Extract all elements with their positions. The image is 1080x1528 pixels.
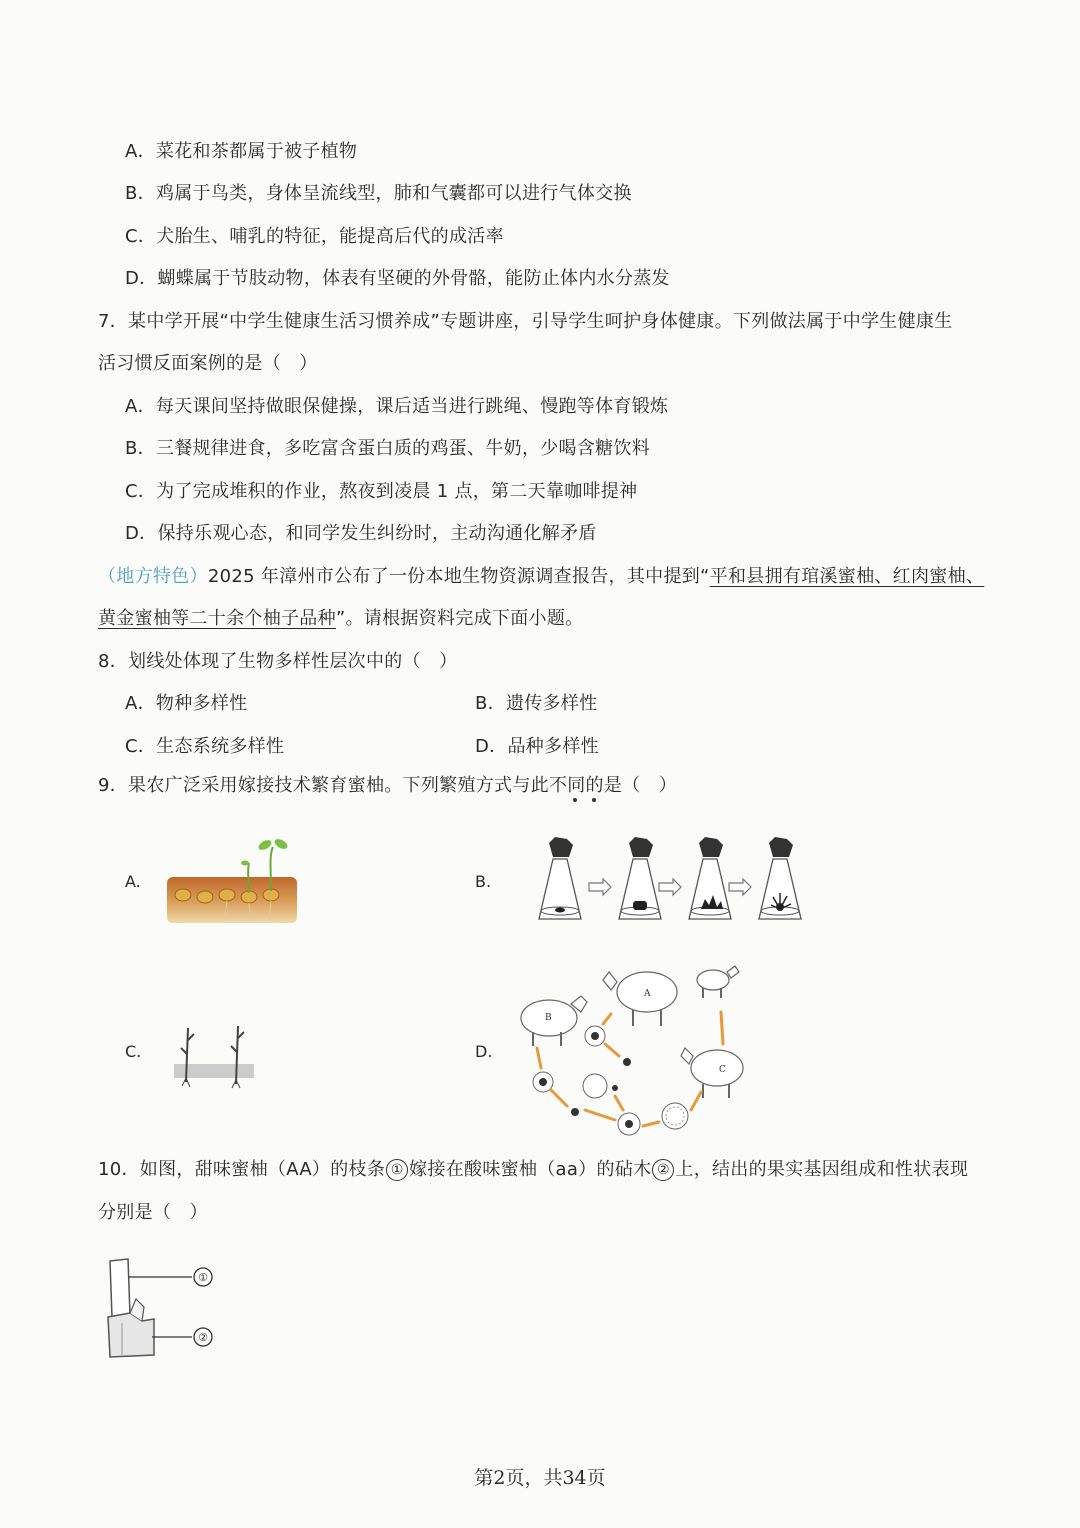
q6-option-d: D．蝴蝶属于节肢动物，体表有坚硬的外骨骼，能防止体内水分蒸发 (125, 268, 670, 289)
page-footer: 第2页，共34页 (474, 1467, 606, 1489)
sheep-label-c: C (719, 1065, 726, 1075)
sheep-label-a: A (644, 989, 651, 999)
q10-stem-c: 上，结出的果实基因组成和性状表现 (675, 1159, 969, 1180)
q6-option-b: B．鸡属于鸟类，身体呈流线型，肺和气囊都可以进行气体交换 (125, 183, 632, 204)
q10-stem-a: 10．如图，甜味蜜柚（AA）的枝条 (98, 1159, 386, 1180)
q8-option-b: B．遗传多样性 (475, 693, 598, 714)
material-underlined-1: 平和县拥有琯溪蜜柚、红肉蜜柚、 (709, 566, 985, 587)
grafting-figure (100, 1255, 230, 1365)
q7-stem-line1: 7．某中学开展“中学生健康生活习惯养成”专题讲座，引导学生呵护身体健康。下列做法属于中学生健康生 (98, 311, 953, 332)
q7-stem-line2: 活习惯反面案例的是（ ） (98, 353, 318, 374)
material-line1 (98, 565, 984, 589)
emphasis-dot (592, 798, 596, 802)
q6-option-a: A．菜花和茶都属于被子植物 (125, 141, 358, 162)
q8-option-c: C．生态系统多样性 (125, 736, 285, 757)
material-line2 (98, 607, 583, 631)
material-tag: （地方特色） (98, 566, 208, 587)
cutting-figure (170, 1020, 260, 1090)
q8-option-d: D．品种多样性 (475, 736, 599, 757)
emphasis-dot (573, 798, 577, 802)
fig-label-1: ① (198, 1271, 208, 1284)
q7-option-a: A．每天课间坚持做眼保健操，课后适当进行跳绳、慢跑等体育锻炼 (125, 396, 669, 417)
cloning-sheep-figure (515, 960, 765, 1140)
q7-option-b: B．三餐规律进食，多吃富含蛋白质的鸡蛋、牛奶，少喝含糖饮料 (125, 438, 651, 459)
q9-label-a: A. (125, 872, 141, 891)
q10-mark-2: ② (652, 1159, 674, 1181)
q8-option-a: A．物种多样性 (125, 693, 248, 714)
q6-option-c: C．犬胎生、哺乳的特征，能提高后代的成活率 (125, 226, 504, 247)
q10-mark-1: ① (386, 1159, 408, 1181)
q9-label-d: D. (475, 1042, 493, 1061)
q9-stem: 9．果农广泛采用嫁接技术繁育蜜柚。下列繁殖方式与此不同的是（ ） (98, 775, 678, 796)
material-lead: 2025 年漳州市公布了一份本地生物资源调查报告，其中提到“ (207, 566, 710, 587)
q10-stem-line1 (98, 1158, 968, 1182)
q7-option-c: C．为了完成堆积的作业，熬夜到凌晨 1 点，第二天靠咖啡提神 (125, 481, 638, 502)
tissue-culture-figure (535, 835, 815, 935)
fig-label-2: ② (198, 1331, 208, 1344)
q10-stem-b: 嫁接在酸味蜜柚（aa）的砧木 (409, 1159, 652, 1180)
q9-label-c: C. (125, 1042, 142, 1061)
sheep-label-b: B (545, 1013, 552, 1023)
q9-label-b: B. (475, 872, 492, 891)
q8-stem: 8．划线处体现了生物多样性层次中的（ ） (98, 651, 458, 672)
material-tail: ”。请根据资料完成下面小题。 (335, 608, 584, 629)
q10-stem-line2: 分别是（ ） (98, 1202, 208, 1223)
seedling-figure (165, 835, 300, 930)
q7-option-d: D．保持乐观心态，和同学发生纠纷时，主动沟通化解矛盾 (125, 523, 597, 544)
material-underlined-2: 黄金蜜柚等二十余个柚子品种 (98, 608, 336, 629)
